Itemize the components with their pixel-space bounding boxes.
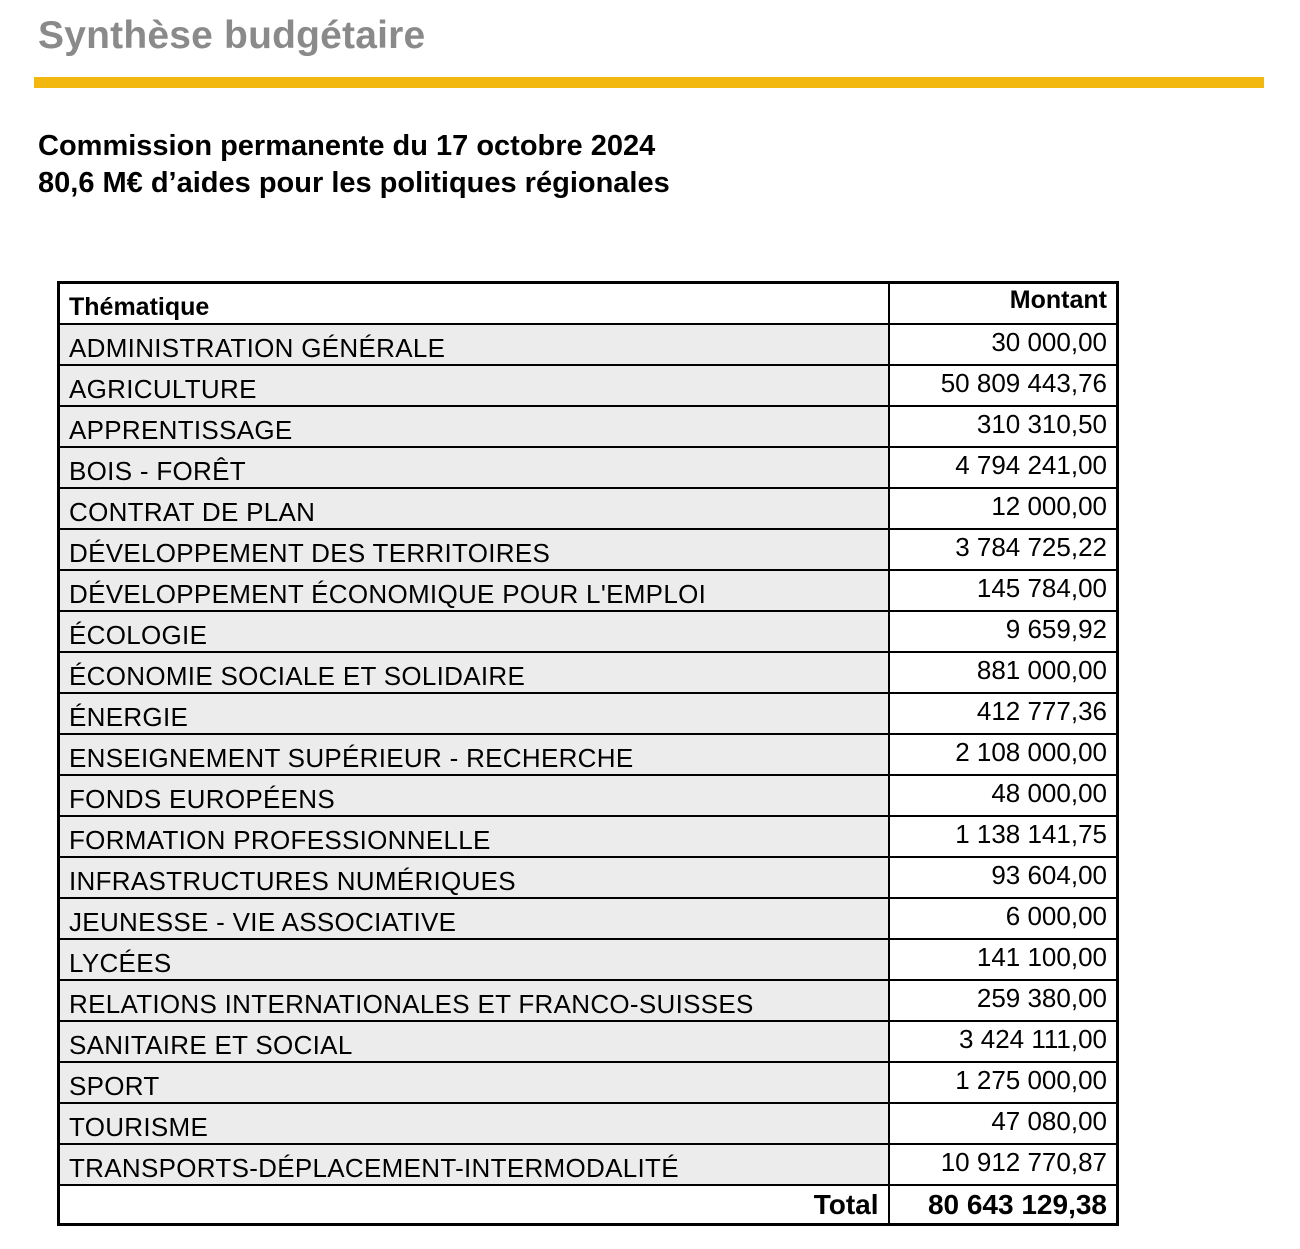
theme-cell: AGRICULTURE [59,365,889,406]
theme-cell: RELATIONS INTERNATIONALES ET FRANCO-SUISSES [59,980,889,1021]
amount-cell: 12 000,00 [889,488,1118,529]
table-row [59,1144,1118,1185]
table-row [59,734,1118,775]
subtitle-amount-summary: 80,6 M€ d’aides pour les politiques régionales [38,167,670,199]
table-row [59,529,1118,570]
table-row [59,365,1118,406]
amount-cell: 412 777,36 [889,693,1118,734]
theme-cell: ÉCOLOGIE [59,611,889,652]
amount-cell: 93 604,00 [889,857,1118,898]
amount-cell: 10 912 770,87 [889,1144,1118,1185]
theme-cell: DÉVELOPPEMENT ÉCONOMIQUE POUR L'EMPLOI [59,570,889,611]
table-row [59,816,1118,857]
amount-cell: 1 275 000,00 [889,1062,1118,1103]
amount-cell: 1 138 141,75 [889,816,1118,857]
table-row [59,1021,1118,1062]
amount-cell: 4 794 241,00 [889,447,1118,488]
table-row [59,1103,1118,1144]
theme-cell: ÉCONOMIE SOCIALE ET SOLIDAIRE [59,652,889,693]
theme-cell: JEUNESSE - VIE ASSOCIATIVE [59,898,889,939]
total-amount: 80 643 129,38 [889,1185,1118,1225]
amount-cell: 259 380,00 [889,980,1118,1021]
amount-cell: 141 100,00 [889,939,1118,980]
amount-cell: 3 784 725,22 [889,529,1118,570]
theme-cell: SPORT [59,1062,889,1103]
table-row [59,1062,1118,1103]
amount-cell: 9 659,92 [889,611,1118,652]
column-header-amount: Montant [889,283,1118,325]
amount-cell: 48 000,00 [889,775,1118,816]
table-row [59,447,1118,488]
table-row [59,775,1118,816]
subtitle-commission: Commission permanente du 17 octobre 2024 [38,130,656,162]
table-body [59,324,1118,1185]
amount-cell: 30 000,00 [889,324,1118,365]
amount-cell: 145 784,00 [889,570,1118,611]
theme-cell: APPRENTISSAGE [59,406,889,447]
table-row [59,652,1118,693]
column-header-theme: Thématique [59,283,889,325]
table-row [59,939,1118,980]
theme-cell: INFRASTRUCTURES NUMÉRIQUES [59,857,889,898]
amount-cell: 2 108 000,00 [889,734,1118,775]
theme-cell: TOURISME [59,1103,889,1144]
amount-cell: 50 809 443,76 [889,365,1118,406]
table-row [59,898,1118,939]
total-row [59,1185,1118,1225]
theme-cell: DÉVELOPPEMENT DES TERRITOIRES [59,529,889,570]
table-header-row [59,283,1118,325]
amount-cell: 6 000,00 [889,898,1118,939]
table-row [59,406,1118,447]
title-underline [34,77,1264,88]
amount-cell: 310 310,50 [889,406,1118,447]
theme-cell: FONDS EUROPÉENS [59,775,889,816]
theme-cell: FORMATION PROFESSIONNELLE [59,816,889,857]
theme-cell: SANITAIRE ET SOCIAL [59,1021,889,1062]
theme-cell: CONTRAT DE PLAN [59,488,889,529]
theme-cell: ÉNERGIE [59,693,889,734]
budget-table [57,281,1119,1226]
page-title: Synthèse budgétaire [38,14,426,57]
table-row [59,488,1118,529]
theme-cell: ADMINISTRATION GÉNÉRALE [59,324,889,365]
amount-cell: 881 000,00 [889,652,1118,693]
table-row [59,570,1118,611]
table-row [59,693,1118,734]
table-row [59,611,1118,652]
table-row [59,324,1118,365]
table-row [59,980,1118,1021]
amount-cell: 3 424 111,00 [889,1021,1118,1062]
theme-cell: BOIS - FORÊT [59,447,889,488]
amount-cell: 47 080,00 [889,1103,1118,1144]
theme-cell: TRANSPORTS-DÉPLACEMENT-INTERMODALITÉ [59,1144,889,1185]
theme-cell: LYCÉES [59,939,889,980]
theme-cell: ENSEIGNEMENT SUPÉRIEUR - RECHERCHE [59,734,889,775]
total-label: Total [59,1185,889,1225]
table-row [59,857,1118,898]
